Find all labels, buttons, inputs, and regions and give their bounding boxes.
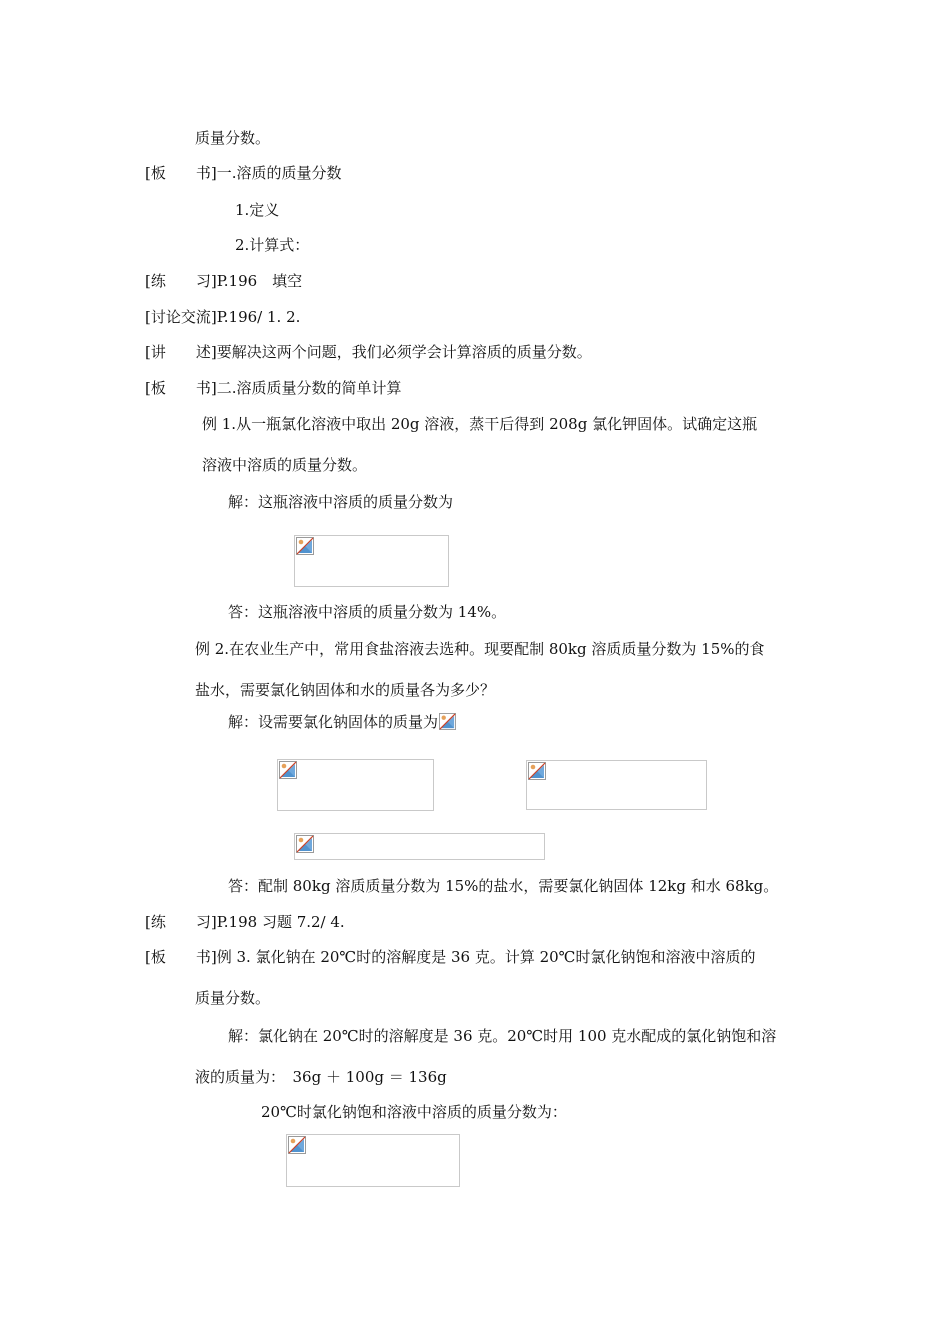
text-line: 溶液中溶质的质量分数。 <box>202 456 368 474</box>
broken-image-icon <box>296 537 314 555</box>
text-line: 20℃时氯化钠饱和溶液中溶质的质量分数为： <box>261 1103 567 1121</box>
formula-image <box>294 535 449 587</box>
text-line: 答：配制 80kg 溶质质量分数为 15%的盐水，需要氯化钠固体 12kg 和水 68kg。 <box>228 877 779 895</box>
broken-image-icon <box>296 835 314 853</box>
line-content: P.198 习题 7.2/ 4. <box>216 913 345 931</box>
text-line <box>145 271 302 291</box>
text-line <box>145 342 592 362</box>
section-tag: [板 书] <box>145 948 217 966</box>
broken-image-icon <box>288 1136 306 1154</box>
broken-image-icon <box>528 762 546 780</box>
line-content: 一.溶质的质量分数 <box>216 164 342 182</box>
broken-image-icon <box>279 761 297 779</box>
section-tag: [讲 述] <box>145 343 217 361</box>
text-line <box>145 912 345 932</box>
section-tag: [练 习] <box>145 272 217 290</box>
line-content: 例 3. 氯化钠在 20℃时的溶解度是 36 克。计算 20℃时氯化钠饱和溶液中溶质的 <box>216 948 756 966</box>
text-line: 盐水，需要氯化钠固体和水的质量各为多少？ <box>195 681 496 699</box>
text-line: 例 1.从一瓶氯化溶液中取出 20g 溶液，蒸干后得到 208g 氯化钾固体。试确定这瓶 <box>202 415 758 433</box>
section-tag: [板 书] <box>145 164 217 182</box>
text-line: 2.计算式： <box>235 236 310 254</box>
text-line <box>145 163 342 183</box>
text-line: 解：这瓶溶液中溶质的质量分数为 <box>228 493 454 511</box>
text-line: 1.定义 <box>235 201 280 219</box>
text-line <box>145 307 300 327</box>
text-line: 解：氯化钠在 20℃时的溶解度是 36 克。20℃时用 100 克水配成的氯化钠饱和溶 <box>228 1027 777 1045</box>
text-line <box>145 378 402 398</box>
line-content: P.196/ 1. 2. <box>216 308 301 326</box>
text-line: 液的质量为： 36g ＋ 100g ＝ 136g <box>195 1068 447 1086</box>
formula-image <box>526 760 707 810</box>
line-content: P.196 填空 <box>216 272 303 290</box>
section-tag: [板 书] <box>145 379 217 397</box>
text-line: 质量分数。 <box>195 989 271 1007</box>
text-line: 答：这瓶溶液中溶质的质量分数为 14%。 <box>228 603 507 621</box>
text-line: 例 2.在农业生产中，常用食盐溶液去选种。现要配制 80kg 溶质质量分数为 15%的食 <box>195 640 765 658</box>
text-line: 质量分数。 <box>195 129 271 147</box>
section-tag: [练 习] <box>145 913 217 931</box>
text-line <box>228 712 456 732</box>
formula-image <box>286 1134 460 1187</box>
line-content: 解：设需要氯化钠固体的质量为 <box>228 713 439 731</box>
text-line <box>145 947 755 967</box>
broken-image-icon <box>439 713 456 730</box>
line-content: 要解决这两个问题，我们必须学会计算溶质的质量分数。 <box>216 343 592 361</box>
formula-image <box>294 833 545 860</box>
line-content: 二.溶质质量分数的简单计算 <box>216 379 402 397</box>
formula-image <box>277 759 434 811</box>
section-tag: [讨论交流] <box>145 308 217 326</box>
